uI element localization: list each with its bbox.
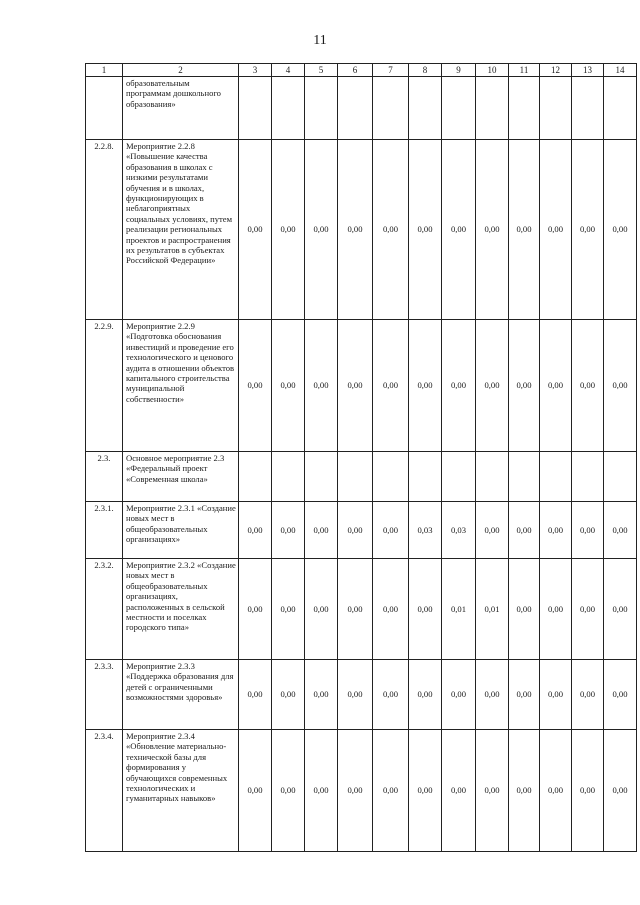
value-cell: 0,00	[476, 320, 509, 452]
row-number: 2.2.9.	[86, 320, 123, 452]
value-cell	[338, 77, 373, 140]
value-cell: 0,00	[373, 140, 409, 320]
value-cell: 0,00	[409, 730, 442, 852]
value-cell	[373, 452, 409, 502]
budget-table	[85, 63, 637, 852]
value-cell: 0,01	[442, 559, 476, 660]
value-cell: 0,00	[409, 559, 442, 660]
table-row	[86, 452, 637, 502]
value-cell	[373, 77, 409, 140]
row-number	[86, 77, 123, 140]
table-row	[86, 320, 637, 452]
row-number: 2.3.	[86, 452, 123, 502]
value-cell	[239, 77, 272, 140]
header-cell: 12	[540, 64, 572, 77]
value-cell	[604, 77, 637, 140]
value-cell: 0,00	[604, 730, 637, 852]
value-cell: 0,01	[476, 559, 509, 660]
value-cell: 0,00	[305, 559, 338, 660]
value-cell: 0,00	[305, 320, 338, 452]
page-number: 11	[313, 33, 327, 48]
value-cell	[540, 77, 572, 140]
table-row	[86, 559, 637, 660]
activity-name: Основное мероприятие 2.3 «Федеральный проект «Современная школа»	[123, 452, 239, 502]
value-cell: 0,00	[373, 559, 409, 660]
table-row	[86, 140, 637, 320]
value-cell: 0,00	[272, 502, 305, 559]
value-cell: 0,00	[442, 320, 476, 452]
value-cell: 0,00	[476, 730, 509, 852]
header-cell: 6	[338, 64, 373, 77]
header-cell: 11	[509, 64, 540, 77]
value-cell: 0,00	[239, 730, 272, 852]
row-number: 2.2.8.	[86, 140, 123, 320]
value-cell: 0,00	[239, 140, 272, 320]
value-cell: 0,00	[604, 559, 637, 660]
value-cell	[476, 77, 509, 140]
activity-name: Мероприятие 2.3.1 «Создание новых мест в общеобразовательных организациях»	[123, 502, 239, 559]
value-cell: 0,00	[239, 559, 272, 660]
value-cell: 0,00	[272, 320, 305, 452]
row-number: 2.3.2.	[86, 559, 123, 660]
value-cell: 0,00	[305, 730, 338, 852]
value-cell	[305, 452, 338, 502]
value-cell: 0,00	[239, 660, 272, 730]
value-cell: 0,00	[509, 140, 540, 320]
value-cell: 0,00	[572, 559, 604, 660]
value-cell: 0,00	[373, 502, 409, 559]
value-cell: 0,00	[305, 660, 338, 730]
value-cell: 0,00	[442, 660, 476, 730]
value-cell: 0,00	[409, 140, 442, 320]
value-cell	[338, 452, 373, 502]
value-cell: 0,00	[572, 730, 604, 852]
value-cell	[509, 77, 540, 140]
header-cell: 14	[604, 64, 637, 77]
value-cell: 0,00	[572, 140, 604, 320]
value-cell: 0,00	[572, 320, 604, 452]
header-cell: 2	[123, 64, 239, 77]
row-number: 2.3.1.	[86, 502, 123, 559]
value-cell	[272, 452, 305, 502]
value-cell: 0,00	[409, 320, 442, 452]
value-cell: 0,00	[272, 140, 305, 320]
value-cell	[409, 77, 442, 140]
value-cell: 0,00	[540, 730, 572, 852]
value-cell	[409, 452, 442, 502]
value-cell: 0,00	[272, 660, 305, 730]
value-cell: 0,00	[509, 660, 540, 730]
value-cell: 0,00	[604, 140, 637, 320]
value-cell	[476, 452, 509, 502]
value-cell: 0,00	[442, 730, 476, 852]
activity-name: Мероприятие 2.2.9 «Подготовка обоснования инвестиций и проведение его технологического и ценового аудита в отношении объектов капитального строительства муниципальной собственности»	[123, 320, 239, 452]
header-cell: 5	[305, 64, 338, 77]
header-cell: 3	[239, 64, 272, 77]
value-cell: 0,00	[572, 502, 604, 559]
header-cell: 13	[572, 64, 604, 77]
value-cell: 0,00	[239, 320, 272, 452]
value-cell: 0,00	[540, 660, 572, 730]
value-cell	[239, 452, 272, 502]
activity-name: Мероприятие 2.3.4 «Обновление материально-технической базы для формирования у обучающихся современных технологических и гуманитарных навыков»	[123, 730, 239, 852]
header-cell: 10	[476, 64, 509, 77]
header-cell: 9	[442, 64, 476, 77]
value-cell: 0,00	[338, 140, 373, 320]
value-cell: 0,00	[338, 559, 373, 660]
value-cell: 0,00	[476, 140, 509, 320]
value-cell: 0,00	[509, 502, 540, 559]
value-cell	[540, 452, 572, 502]
value-cell	[509, 452, 540, 502]
value-cell: 0,00	[272, 730, 305, 852]
table-row	[86, 502, 637, 559]
value-cell: 0,00	[338, 660, 373, 730]
table-row	[86, 730, 637, 852]
value-cell: 0,00	[604, 502, 637, 559]
value-cell: 0,00	[540, 559, 572, 660]
value-cell: 0,00	[373, 320, 409, 452]
value-cell: 0,00	[305, 140, 338, 320]
value-cell: 0,00	[373, 730, 409, 852]
activity-name: Мероприятие 2.3.2 «Создание новых мест в общеобразовательных организациях, расположенных в сельской местности и поселках городского типа»	[123, 559, 239, 660]
value-cell: 0,00	[338, 502, 373, 559]
value-cell	[272, 77, 305, 140]
header-cell: 8	[409, 64, 442, 77]
activity-name: Мероприятие 2.3.3 «Поддержка образования для детей с ограниченными возможностями здоровья»	[123, 660, 239, 730]
value-cell: 0,00	[338, 320, 373, 452]
header-cell: 1	[86, 64, 123, 77]
value-cell: 0,00	[239, 502, 272, 559]
value-cell: 0,00	[604, 320, 637, 452]
value-cell: 0,00	[509, 320, 540, 452]
value-cell: 0,00	[540, 320, 572, 452]
activity-name: образовательным программам дошкольного образования»	[123, 77, 239, 140]
value-cell	[442, 452, 476, 502]
value-cell: 0,00	[476, 502, 509, 559]
value-cell: 0,00	[305, 502, 338, 559]
value-cell	[572, 452, 604, 502]
value-cell	[572, 77, 604, 140]
value-cell: 0,00	[540, 140, 572, 320]
table-row	[86, 77, 637, 140]
value-cell: 0,00	[509, 559, 540, 660]
value-cell: 0,00	[572, 660, 604, 730]
value-cell	[442, 77, 476, 140]
value-cell: 0,00	[540, 502, 572, 559]
table-row	[86, 660, 637, 730]
value-cell: 0,00	[442, 140, 476, 320]
value-cell: 0,00	[476, 660, 509, 730]
value-cell: 0,00	[509, 730, 540, 852]
value-cell: 0,00	[409, 660, 442, 730]
header-row	[86, 64, 637, 77]
value-cell	[604, 452, 637, 502]
row-number: 2.3.3.	[86, 660, 123, 730]
value-cell: 0,00	[338, 730, 373, 852]
header-cell: 7	[373, 64, 409, 77]
value-cell: 0,03	[442, 502, 476, 559]
value-cell: 0,00	[604, 660, 637, 730]
activity-name: Мероприятие 2.2.8 «Повышение качества образования в школах с низкими результатами обучения и в школах, функционирующих в неблагоприятных социальных условиях, путем реализации региональных проектов и распространения их результатов в субъектах Российской Федерации»	[123, 140, 239, 320]
value-cell: 0,00	[272, 559, 305, 660]
value-cell: 0,03	[409, 502, 442, 559]
header-cell: 4	[272, 64, 305, 77]
value-cell	[305, 77, 338, 140]
row-number: 2.3.4.	[86, 730, 123, 852]
value-cell: 0,00	[373, 660, 409, 730]
